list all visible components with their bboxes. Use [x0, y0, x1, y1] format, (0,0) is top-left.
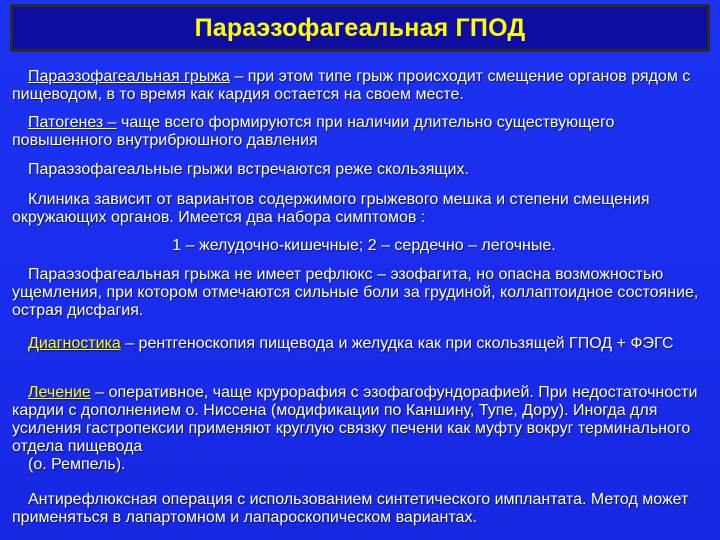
diagnostics-text: – рентгеноскопия пищевода и желудка как при скользящей ГПОД + ФЭГС [120, 335, 674, 352]
pathogenesis-term: Патогенез – [28, 114, 117, 131]
paragraph-diagnostics [12, 335, 716, 353]
paragraph-definition [12, 68, 716, 104]
definition-text: – при этом типе грыж происходит смещение органов рядом с пищеводом, в то время как кардия остается на своем месте. [12, 68, 691, 103]
definition-term: Параэзофагеальная грыжа [28, 68, 230, 85]
paragraph-pathogenesis [12, 114, 716, 150]
complications-text: Параэзофагеальная грыжа не имеет рефлюкс – эзофагита, но опасна возможностью ущемления, при котором отмечаются сильные боли за грудиной, коллаптоидное состояние, острая дисфагия. [12, 266, 699, 319]
frequency-text: Параэзофагеальные грыжи встречаются реже скользящих. [28, 161, 469, 178]
paragraph-frequency [12, 161, 716, 179]
paragraph-complications [12, 266, 716, 320]
treatment-text: – оперативное, чаще крурорафия с эзофагофундорафией. При недостаточности кардии с дополнением о. Ниссена (модификации по Каншину, Тупе, Дору). Иногда для усиления гастропексии применяют круглую связку печени как муфту вокруг терминального отдела пищевода [12, 384, 698, 455]
paragraph-symptom-sets [12, 237, 716, 255]
paragraph-treatment [12, 384, 716, 474]
treatment-term: Лечение [28, 384, 91, 401]
clinic-text: Клиника зависит от вариантов содержимого грыжевого мешка и степени смещения окружающих органов. Имеется два набора симптомов : [12, 191, 650, 226]
title-box [10, 4, 710, 52]
slide-title: Параэзофагеальная ГПОД [194, 13, 526, 42]
treatment-tail: (о. Ремпель). [28, 456, 126, 473]
symptom-sets-text: 1 – желудочно-кишечные; 2 – сердечно – легочные. [172, 237, 556, 254]
antireflux-text: Антирефлюксная операция с использованием синтетического имплантата. Метод может применяться в лапартомном и лапароскопическом вариантах. [12, 491, 689, 526]
diagnostics-term: Диагностика [28, 335, 121, 352]
paragraph-clinic [12, 191, 716, 227]
pathogenesis-text: чаще всего формируются при наличии длительно существующего повышенного внутрибрюшного давления [12, 114, 615, 149]
paragraph-antireflux [12, 491, 716, 527]
